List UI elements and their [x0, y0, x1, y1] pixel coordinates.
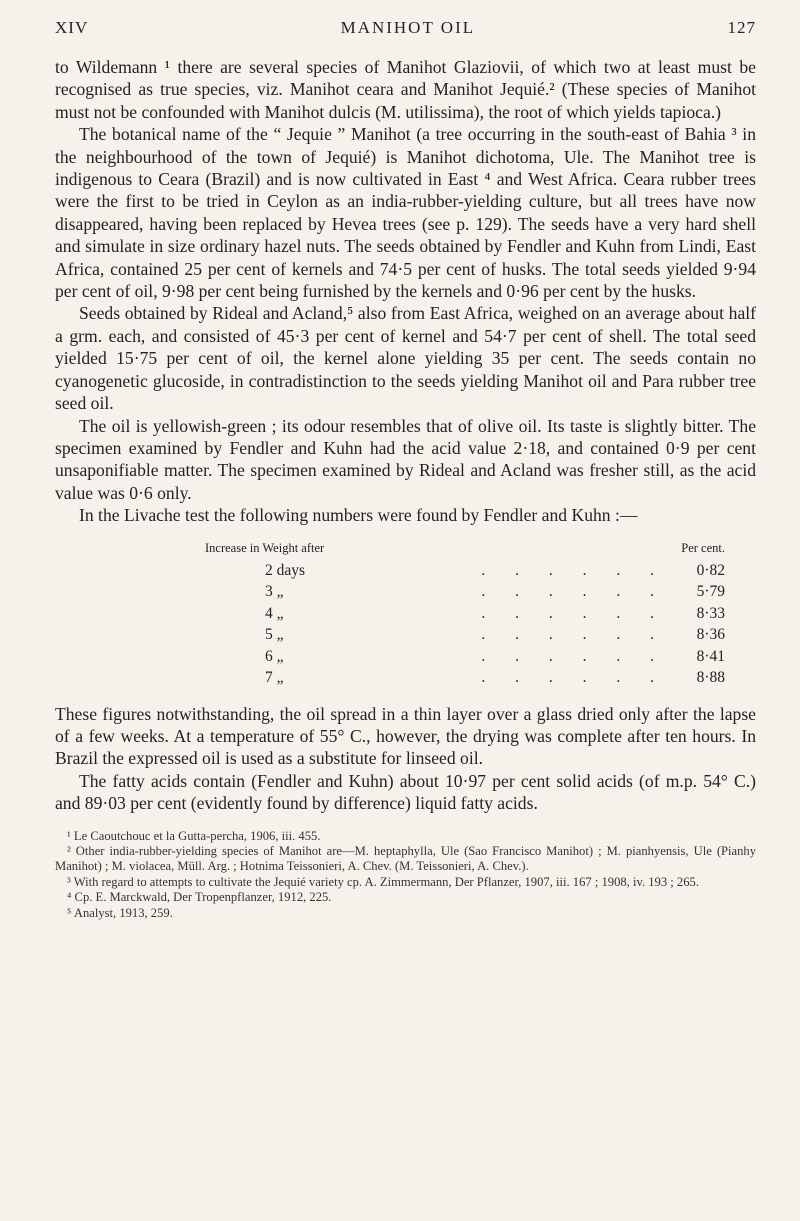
- leader-dots: . . . . . .: [481, 604, 667, 622]
- table-row: [205, 581, 725, 603]
- footnotes: [55, 829, 756, 921]
- row-label: 6 „: [265, 647, 284, 665]
- row-label: 7 „: [265, 669, 284, 687]
- footnote: ⁴ Cp. E. Marckwald, Der Tropenpflanzer, 1912, 225.: [67, 890, 332, 905]
- page-number: 127: [727, 18, 756, 37]
- paragraph: The botanical name of the “ Jequie ” Manihot (a tree occurring in the south-east of Bahia ³ in the neighbourhood of the town of Jequié) is Manihot dichotoma, Ule. The Manihot tree is indigenous to Ceara (Brazil) and is now cultivated in East ⁴ and West Africa. Ceara rubber trees were the first to be tried in Ceylon as an india-rubber-yielding culture, but all trees have now disappeared, having been replaced by Hevea trees (see p. 129). The seeds have a very hard shell and simulate in size ordinary hazel nuts. The seeds obtained by Fendler and Kuhn from Lindi, East Africa, contained 25 per cent of kernels and 74·5 per cent of husks. The total seeds yielded 9·94 per cent of oil, 9·98 per cent being furnished by the kernels and 0·96 per cent by the husks.: [55, 124, 756, 302]
- table-row: [205, 667, 725, 689]
- table-col-right: Per cent.: [681, 540, 725, 555]
- paragraph: These figures notwithstanding, the oil spread in a thin layer over a glass dried only after the lapse of a few weeks. At a temperature of 55° C., however, the drying was complete after ten hours. In Brazil the expressed oil is used as a substitute for linseed oil.: [55, 703, 756, 769]
- leader-dots: . . . . . .: [481, 561, 667, 579]
- leader-dots: . . . . . .: [481, 626, 667, 644]
- row-label: 5 „: [265, 626, 284, 644]
- row-value: 5·79: [696, 583, 725, 601]
- row-value: 8·88: [696, 669, 725, 687]
- table-row: [205, 560, 725, 582]
- row-value: 8·33: [696, 604, 725, 622]
- paragraph: In the Livache test the following numbers were found by Fendler and Kuhn :—: [79, 505, 638, 526]
- paragraph: The fatty acids contain (Fendler and Kuhn) about 10·97 per cent solid acids (of m.p. 54° C.) and 89·03 per cent (evidently found by difference) liquid fatty acids.: [55, 770, 756, 814]
- row-value: 8·41: [696, 647, 725, 665]
- chapter-number: XIV: [55, 18, 89, 37]
- running-title: MANIHOT OIL: [340, 18, 476, 37]
- body-text-continued: [55, 703, 756, 815]
- paragraph: The oil is yellowish-green ; its odour resembles that of olive oil. Its taste is slightly bitter. The specimen examined by Fendler and Kuhn had the acid value 2·18, and contained 0·9 per cent unsaponifiable matter. The specimen examined by Rideal and Acland was fresher still, as the acid value was 0·6 only.: [55, 415, 756, 503]
- leader-dots: . . . . . .: [481, 647, 667, 665]
- footnote: ³ With regard to attempts to cultivate the Jequié variety cp. A. Zimmermann, Der Pflanzer, 1907, iii. 167 ; 1908, iv. 193 ; 265.: [67, 874, 699, 889]
- paragraph: to Wildemann ¹ there are several species of Manihot Glaziovii, of which two at least must be recognised as true species, viz. Manihot ceara and Manihot Jequié.² (These species of Manihot must not be confounded with Manihot dulcis (M. utilissima), the root of which yields tapioca.): [55, 57, 756, 122]
- footnote: ⁵ Analyst, 1913, 259.: [67, 905, 173, 920]
- table-row: [205, 624, 725, 646]
- table-col-left: Increase in Weight after: [205, 540, 325, 555]
- row-label: 3 „: [265, 583, 284, 601]
- row-label: 4 „: [265, 604, 284, 622]
- table-row: [205, 646, 725, 668]
- leader-dots: . . . . . .: [481, 583, 667, 601]
- livache-test-table: [205, 541, 725, 689]
- row-value: 8·36: [696, 626, 725, 644]
- running-head: [55, 18, 756, 38]
- table-header: [205, 541, 725, 556]
- row-label: 2 days: [265, 561, 306, 579]
- body-text: [55, 56, 756, 527]
- footnote: ² Other india-rubber-yielding species of Manihot are—M. heptaphylla, Ule (Sao Francisco Manihot) ; M. pianhyensis, Ule (Pianhy Manihot) ; M. violacea, Müll. Arg. ; Hotnima Teissonieri, A. Chev. (M. Teissonieri, A. Chev.).: [55, 843, 756, 874]
- footnote: ¹ Le Caoutchouc et la Gutta-percha, 1906, iii. 455.: [67, 828, 321, 843]
- table-row: [205, 603, 725, 625]
- leader-dots: . . . . . .: [481, 669, 667, 687]
- row-value: 0·82: [696, 561, 725, 579]
- paragraph: Seeds obtained by Rideal and Acland,⁵ also from East Africa, weighed on an average about half a grm. each, and consisted of 45·3 per cent of kernel and 54·7 per cent of shell. The total seed yielded 15·75 per cent of oil, the kernel alone yielding 35 per cent. The seeds contain no cyanogenetic glucoside, in contradistinction to the seeds yielding Manihot oil and Para rubber tree seed oil.: [55, 303, 756, 414]
